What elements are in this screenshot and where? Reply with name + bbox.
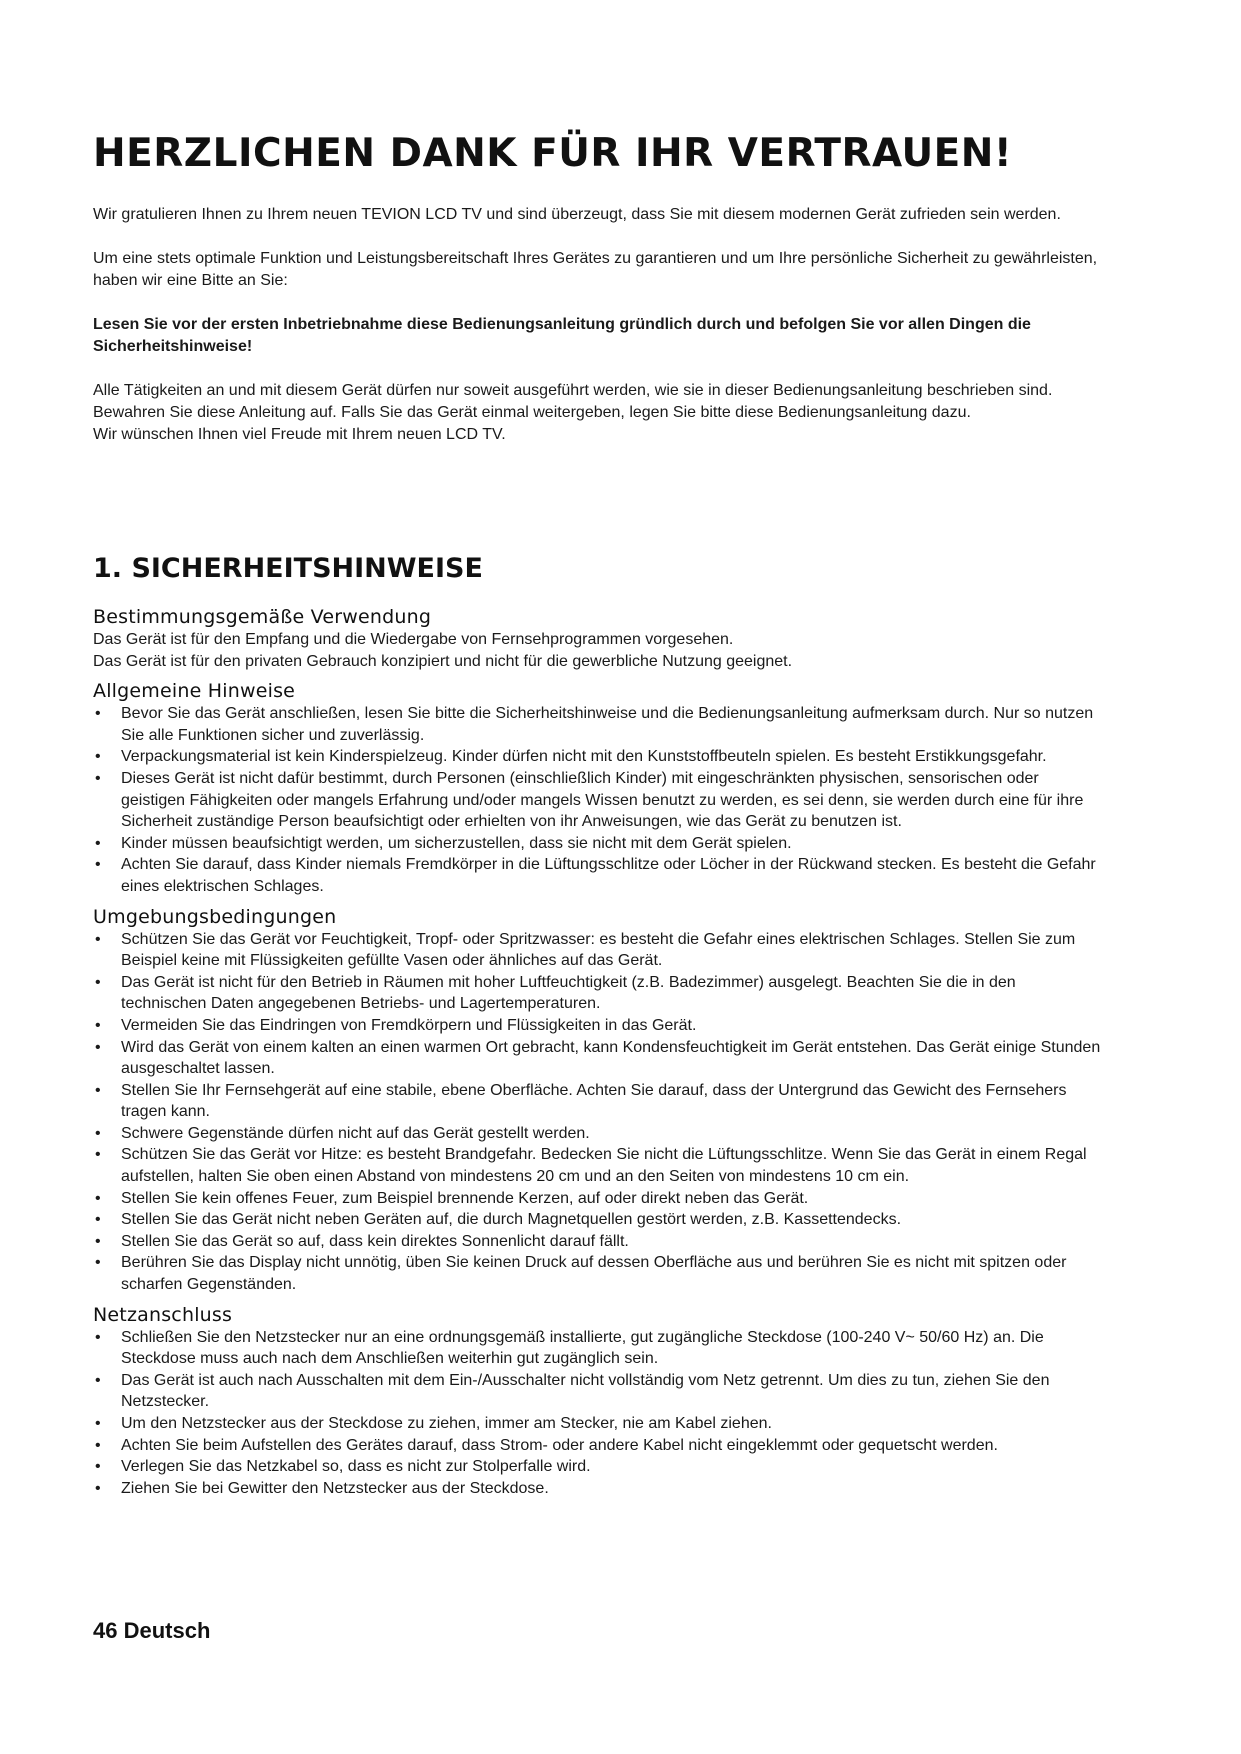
list-item: • Schützen Sie das Gerät vor Feuchtigkeit, Tropf- oder Spritzwasser: es besteht die Gefahr eines elektrischen Schlages. Stellen Sie zum Beispiel keine mit Flüssigkeiten gefüllte Vasen oder ähnliches auf das Gerät.: [93, 929, 1103, 972]
list-item: • Schwere Gegenstände dürfen nicht auf das Gerät gestellt werden.: [93, 1123, 1103, 1145]
list-item: • Stellen Sie kein offenes Feuer, zum Beispiel brennende Kerzen, auf oder direkt neben das Gerät.: [93, 1188, 1103, 1210]
intro-bold-notice: Lesen Sie vor der ersten Inbetriebnahme diese Bedienungsanleitung gründlich durch und befolgen Sie vor allen Dingen die Sicherheitshinweise!: [93, 316, 1031, 355]
list-item: • Stellen Sie das Gerät nicht neben Geräten auf, die durch Magnetquellen gestört werden, z.B. Kassettendecks.: [93, 1209, 1103, 1231]
intro-closing: [93, 380, 1103, 446]
list-item: • Das Gerät ist nicht für den Betrieb in Räumen mit hoher Luftfeuchtigkeit (z.B. Badezimmer) ausgelegt. Beachten Sie die in den technischen Daten angegebenen Betriebs- und Lagertemperaturen.: [93, 972, 1103, 1015]
list-item: • Berühren Sie das Display nicht unnötig, üben Sie keinen Druck auf dessen Oberfläche aus und berühren Sie es nicht mit spitzen oder scharfen Gegenständen.: [93, 1252, 1103, 1295]
intro-paragraph: Wir gratulieren Ihnen zu Ihrem neuen TEVION LCD TV und sind überzeugt, dass Sie mit diesem modernen Gerät zufrieden sein werden.: [93, 206, 1061, 223]
list-item: • Wird das Gerät von einem kalten an einen warmen Ort gebracht, kann Kondensfeuchtigkeit im Gerät entstehen. Das Gerät einige Stunden ausgeschaltet lassen.: [93, 1037, 1103, 1080]
bullet-list-netz: [93, 1327, 1103, 1500]
subsection-heading-bestimmung: Bestimmungsgemäße Verwendung: [93, 606, 432, 628]
intro-paragraph: Alle Tätigkeiten an und mit diesem Gerät dürfen nur soweit ausgeführt werden, wie sie in dieser Bedienungsanleitung beschrieben sind.: [93, 382, 1053, 399]
safety-content: [93, 606, 1103, 1499]
subsection-heading-allgemein: Allgemeine Hinweise: [93, 680, 296, 703]
list-item: • Dieses Gerät ist nicht dafür bestimmt, durch Personen (einschließlich Kinder) mit eingeschränkten physischen, sensorischen oder geistigen Fähigkeiten oder mangels Erfahrung und/oder mangels Wissen benutzt zu werden, es sei denn, sie werden durch eine für ihre Sicherheit zuständige Person beaufsichtigt oder erhielten von ihr Anweisungen, wie das Gerät zu benutzen ist.: [93, 768, 1103, 833]
text-line: Das Gerät ist für den privaten Gebrauch konzipiert und nicht für die gewerbliche Nutzung geeignet.: [93, 652, 793, 670]
list-item: • Verlegen Sie das Netzkabel so, dass es nicht zur Stolperfalle wird.: [93, 1456, 1103, 1478]
intro-paragraph: Um eine stets optimale Funktion und Leistungsbereitschaft Ihres Gerätes zu garantieren und um Ihre persönliche Sicherheit zu gewährleisten, haben wir eine Bitte an Sie:: [93, 250, 1098, 289]
text-line: Das Gerät ist für den Empfang und die Wiedergabe von Fernsehprogrammen vorgesehen.: [93, 631, 734, 648]
intro-paragraph: Wir wünschen Ihnen viel Freude mit Ihrem neuen LCD TV.: [93, 426, 506, 443]
list-item: • Kinder müssen beaufsichtigt werden, um sicherzustellen, dass sie nicht mit dem Gerät spielen.: [93, 833, 1103, 855]
list-item: • Stellen Sie Ihr Fernsehgerät auf eine stabile, ebene Oberfläche. Achten Sie darauf, dass der Untergrund das Gewicht des Fernsehers tragen kann.: [93, 1080, 1103, 1123]
list-item: • Vermeiden Sie das Eindringen von Fremdkörpern und Flüssigkeiten in das Gerät.: [93, 1015, 1103, 1037]
list-item: • Stellen Sie das Gerät so auf, dass kein direktes Sonnenlicht darauf fällt.: [93, 1231, 1103, 1253]
list-item: • Bevor Sie das Gerät anschließen, lesen Sie bitte die Sicherheitshinweise und die Bedienungsanleitung aufmerksam durch. Nur so nutzen Sie alle Funktionen sicher und zuverlässig.: [93, 703, 1103, 746]
intro-block: [93, 204, 1103, 446]
bullet-list-allgemein: [93, 703, 1103, 897]
bullet-list-umgebung: [93, 929, 1103, 1296]
subsection-heading-netz: Netzanschluss: [93, 1303, 233, 1326]
list-item: • Ziehen Sie bei Gewitter den Netzstecker aus der Steckdose.: [93, 1478, 1103, 1500]
subsection-heading-umgebung: Umgebungsbedingungen: [93, 905, 337, 928]
list-item: • Das Gerät ist auch nach Ausschalten mit dem Ein-/Ausschalter nicht vollständig vom Netz getrennt. Um dies zu tun, ziehen Sie den Netzstecker.: [93, 1370, 1103, 1413]
list-item: • Schützen Sie das Gerät vor Hitze: es besteht Brandgefahr. Bedecken Sie nicht die Lüftungsschlitze. Wenn Sie das Gerät in einem Regal aufstellen, halten Sie oben einen Abstand von mindestens 20 cm und an den Seiten von mindestens 10 cm ein.: [93, 1144, 1103, 1187]
list-item: • Schließen Sie den Netzstecker nur an eine ordnungsgemäß installierte, gut zugängliche Steckdose (100-240 V~ 50/60 Hz) an. Die Steckdose muss auch nach dem Anschließen weiterhin gut zugänglich sein.: [93, 1327, 1103, 1370]
page-footer: 46 Deutsch: [93, 1618, 211, 1643]
page-title: HERZLICHEN DANK FÜR IHR VERTRAUEN!: [93, 131, 1013, 176]
list-item: • Achten Sie darauf, dass Kinder niemals Fremdkörper in die Lüftungsschlitze oder Löcher in der Rückwand stecken. Es besteht die Gefahr eines elektrischen Schlages.: [93, 854, 1103, 897]
list-item: • Verpackungsmaterial ist kein Kinderspielzeug. Kinder dürfen nicht mit den Kunststoffbeuteln spielen. Es besteht Erstikkungsgefahr.: [93, 746, 1103, 768]
intro-paragraph: Bewahren Sie diese Anleitung auf. Falls Sie das Gerät einmal weitergeben, legen Sie bitte diese Bedienungsanleitung dazu.: [93, 404, 971, 421]
list-item: • Um den Netzstecker aus der Steckdose zu ziehen, immer am Stecker, nie am Kabel ziehen.: [93, 1413, 1103, 1435]
section-title: 1. SICHERHEITSHINWEISE: [93, 553, 483, 584]
list-item: • Achten Sie beim Aufstellen des Gerätes darauf, dass Strom- oder andere Kabel nicht eingeklemmt oder gequetscht werden.: [93, 1435, 1103, 1457]
